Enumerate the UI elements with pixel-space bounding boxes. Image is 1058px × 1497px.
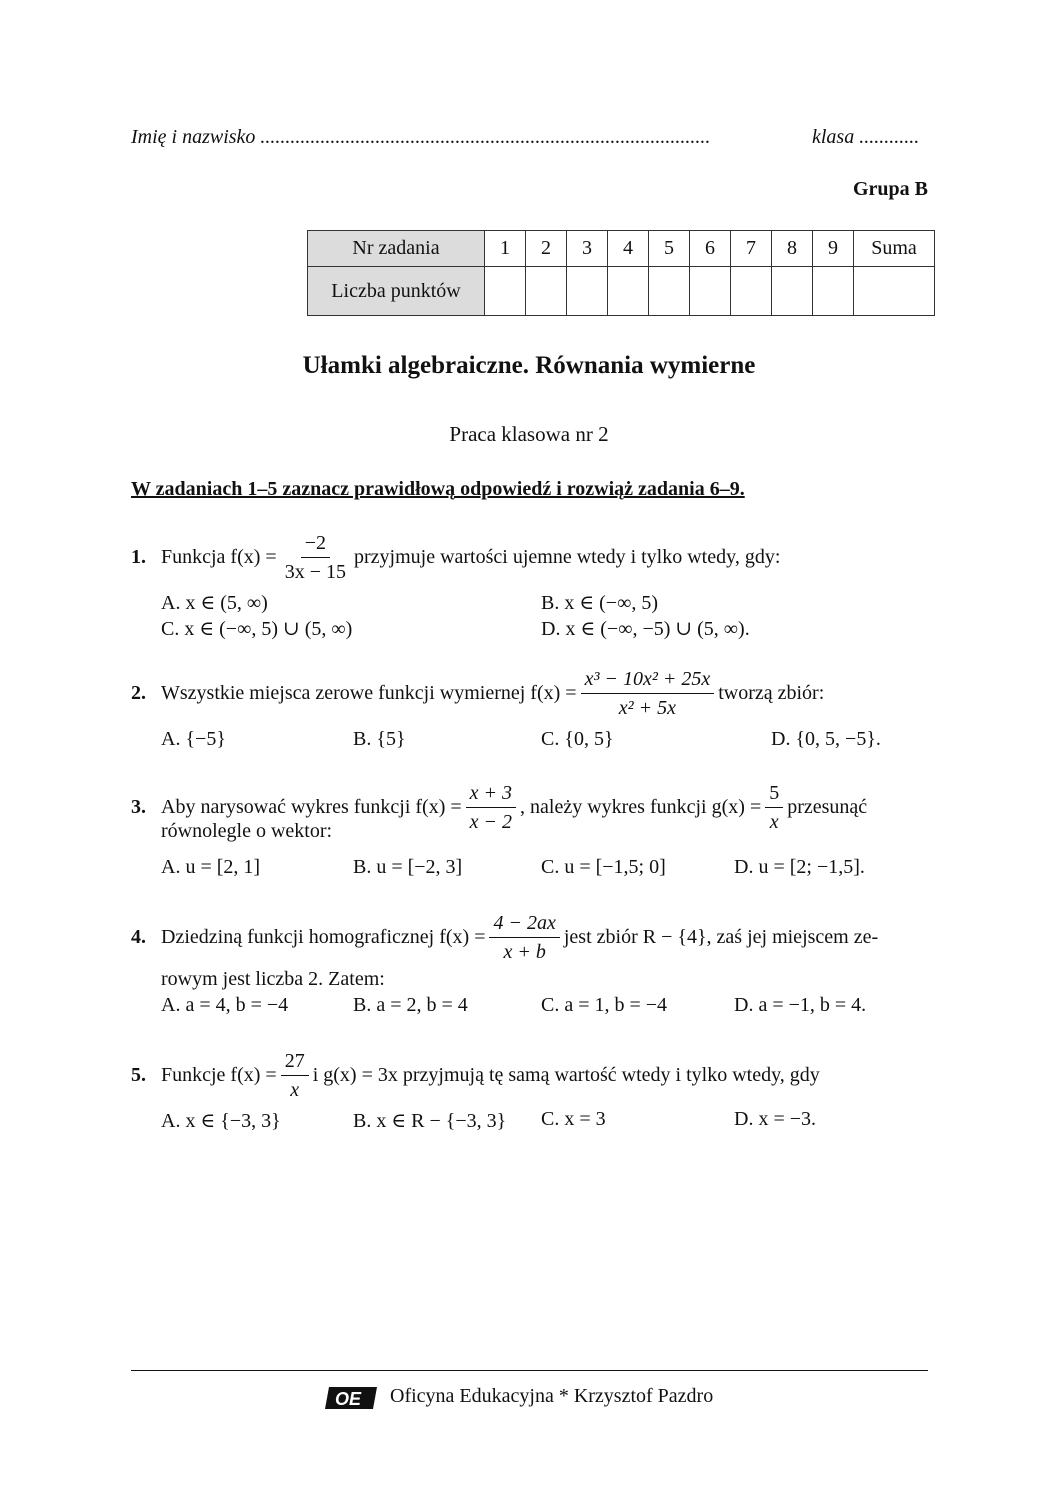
fraction-denominator: x + b <box>503 941 546 963</box>
answer-option-a[interactable]: A. x ∈ (5, ∞) <box>161 592 268 614</box>
task-number-label: Nr zadania <box>308 231 485 267</box>
score-table-points-row <box>308 267 935 316</box>
task-number: 1. <box>131 546 146 568</box>
points-cell[interactable] <box>649 267 690 316</box>
task-2 <box>131 668 928 750</box>
svg-text:OE: OE <box>335 1389 362 1409</box>
footer-divider <box>131 1370 928 1371</box>
task-col: 5 <box>649 231 690 267</box>
task-text-line2: równolegle o wektor: <box>161 820 333 842</box>
publisher-logo <box>323 1385 379 1417</box>
publisher-name: Oficyna Edukacyjna * Krzysztof Pazdro <box>390 1385 714 1407</box>
task-text: Wszystkie miejsca zerowe funkcji wymiernej f(x) = <box>161 682 577 704</box>
points-cell[interactable] <box>772 267 813 316</box>
task-3 <box>131 782 928 878</box>
fraction <box>466 782 516 833</box>
task-col: 3 <box>567 231 608 267</box>
fraction-denominator: 3x − 15 <box>284 561 346 583</box>
answer-option-b[interactable]: B. {5} <box>353 728 406 750</box>
name-field: Imię i nazwisko .......................................................................................... <box>131 126 711 148</box>
task-text: Aby narysować wykres funkcji f(x) = <box>161 796 462 818</box>
fraction-numerator: −2 <box>301 532 330 558</box>
fraction-denominator: x <box>290 1079 300 1101</box>
answer-option-a[interactable]: A. x ∈ {−3, 3} <box>161 1110 281 1132</box>
answer-option-a[interactable]: A. u = [2, 1] <box>161 856 261 878</box>
task-col: 4 <box>608 231 649 267</box>
task-text: przyjmuje wartości ujemne wtedy i tylko wtedy, gdy: <box>353 546 781 568</box>
points-cell[interactable] <box>567 267 608 316</box>
fraction <box>765 782 783 833</box>
answer-option-d[interactable]: D. a = −1, b = 4. <box>734 994 867 1016</box>
task-1 <box>131 532 928 640</box>
page-title: Ułamki algebraiczne. Równania wymierne <box>302 352 756 379</box>
task-text: Funkcja f(x) = <box>161 546 277 568</box>
answer-option-d[interactable]: D. u = [2; −1,5]. <box>734 856 865 878</box>
task-number: 3. <box>131 796 146 818</box>
answer-option-c[interactable]: C. x = 3 <box>541 1108 606 1130</box>
points-cell[interactable] <box>813 267 854 316</box>
fraction <box>581 668 715 719</box>
task-5 <box>131 1050 928 1132</box>
points-cell[interactable] <box>485 267 526 316</box>
oe-logo-icon <box>323 1385 379 1411</box>
fraction-denominator: x − 2 <box>469 811 513 833</box>
task-number: 2. <box>131 682 146 704</box>
answer-option-d[interactable]: D. x = −3. <box>734 1108 817 1130</box>
task-col: 1 <box>485 231 526 267</box>
answer-option-d[interactable]: D. x ∈ (−∞, −5) ∪ (5, ∞). <box>541 618 750 640</box>
score-table <box>307 230 935 316</box>
score-table-header-row <box>308 231 935 267</box>
points-sum-cell[interactable] <box>854 267 935 316</box>
fraction-numerator: x + 3 <box>466 782 516 808</box>
task-text: przesunąć <box>787 796 868 818</box>
points-cell[interactable] <box>526 267 567 316</box>
answer-option-c[interactable]: C. x ∈ (−∞, 5) ∪ (5, ∞) <box>161 618 353 640</box>
task-text: , należy wykres funkcji g(x) = <box>520 796 762 818</box>
fraction <box>281 1050 309 1101</box>
answer-option-c[interactable]: C. a = 1, b = −4 <box>541 994 668 1016</box>
page-subtitle: Praca klasowa nr 2 <box>449 422 609 446</box>
class-field: klasa ............ <box>812 126 920 148</box>
fraction-denominator: x² + 5x <box>618 697 677 719</box>
task-text: Dziedziną funkcji homograficznej f(x) = <box>161 926 486 948</box>
answer-option-b[interactable]: B. x ∈ R − {−3, 3} <box>353 1110 507 1132</box>
points-cell[interactable] <box>608 267 649 316</box>
answer-option-a[interactable]: A. {−5} <box>161 728 226 750</box>
task-text: i g(x) = 3x przyjmują tę samą wartość wtedy i tylko wtedy, gdy <box>312 1064 820 1086</box>
task-number: 4. <box>131 926 146 948</box>
fraction <box>281 532 350 583</box>
points-cell[interactable] <box>731 267 772 316</box>
points-cell[interactable] <box>690 267 731 316</box>
fraction-numerator: 4 − 2ax <box>489 912 559 938</box>
task-number: 5. <box>131 1064 146 1086</box>
answer-option-b[interactable]: B. x ∈ (−∞, 5) <box>541 592 659 614</box>
task-text: jest zbiór R − {4}, zaś jej miejscem ze- <box>563 926 879 948</box>
task-col: 8 <box>772 231 813 267</box>
answer-option-d[interactable]: D. {0, 5, −5}. <box>771 728 881 750</box>
task-4 <box>131 912 928 1016</box>
fraction <box>489 912 559 963</box>
task-text-line2: rowym jest liczba 2. Zatem: <box>161 968 385 990</box>
group-label: Grupa B <box>852 178 928 200</box>
answer-option-a[interactable]: A. a = 4, b = −4 <box>161 994 289 1016</box>
points-label: Liczba punktów <box>308 267 485 316</box>
task-col: 6 <box>690 231 731 267</box>
fraction-numerator: 5 <box>765 782 783 808</box>
task-text: Funkcje f(x) = <box>161 1064 277 1086</box>
sum-col: Suma <box>854 231 935 267</box>
task-text: tworzą zbiór: <box>718 682 825 704</box>
instruction: W zadaniach 1–5 zaznacz prawidłową odpowiedź i rozwiąż zadania 6–9. <box>131 478 745 500</box>
task-col: 7 <box>731 231 772 267</box>
answer-option-c[interactable]: C. {0, 5} <box>541 728 614 750</box>
fraction-denominator: x <box>769 811 779 833</box>
fraction-numerator: 27 <box>281 1050 309 1076</box>
task-col: 9 <box>813 231 854 267</box>
fraction-numerator: x³ − 10x² + 25x <box>581 668 715 694</box>
task-col: 2 <box>526 231 567 267</box>
answer-option-b[interactable]: B. a = 2, b = 4 <box>353 994 468 1016</box>
answer-option-b[interactable]: B. u = [−2, 3] <box>353 856 463 878</box>
answer-option-c[interactable]: C. u = [−1,5; 0] <box>541 856 666 878</box>
